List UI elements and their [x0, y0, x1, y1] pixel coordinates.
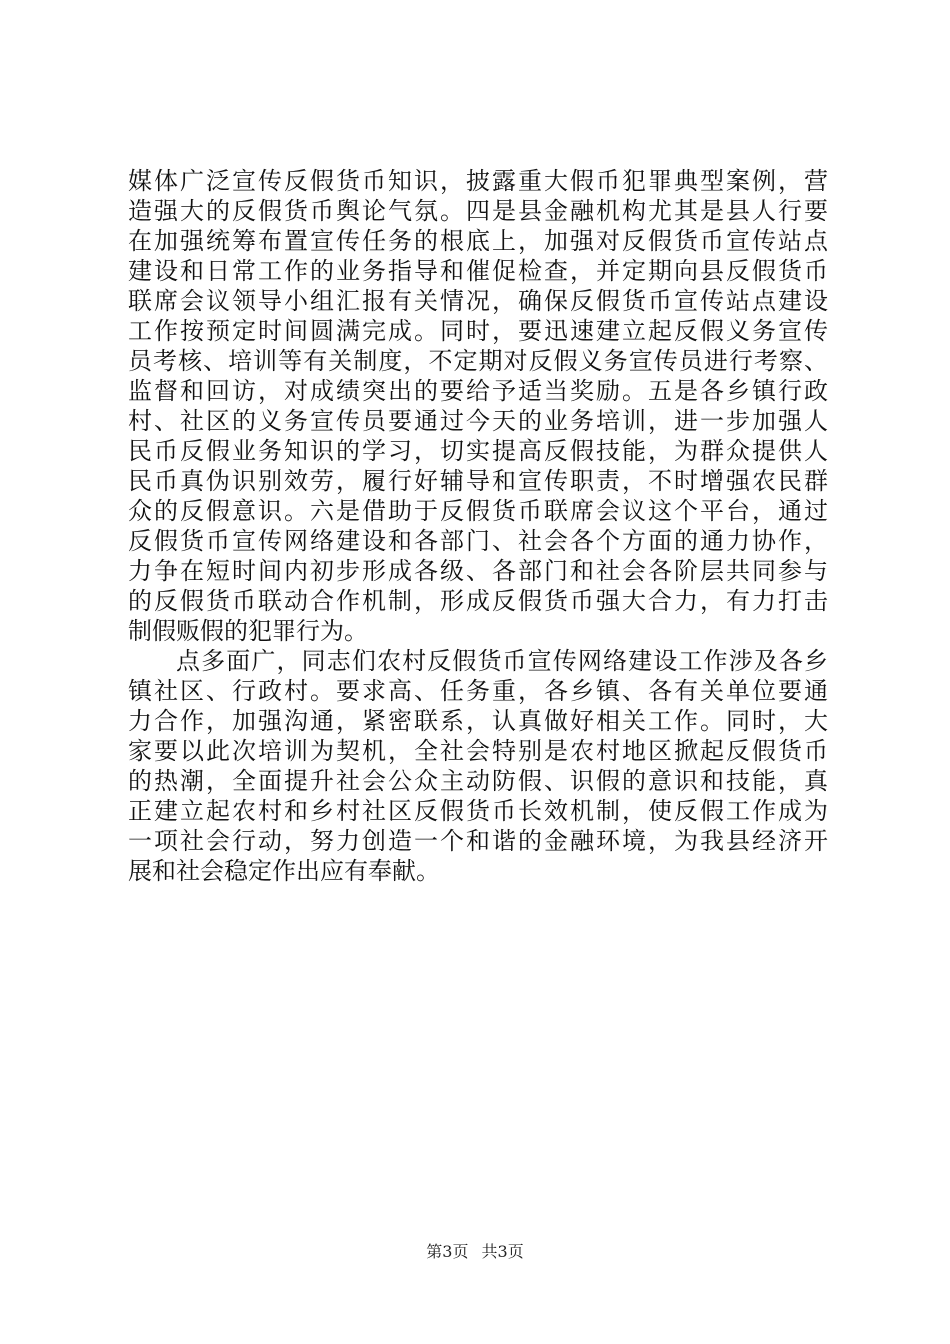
text-line: 的热潮，全面提升社会公众主动防假、识假的意识和技能，真	[128, 767, 828, 795]
text-line: 建设和日常工作的业务指导和催促检查，并定期向县反假货币	[128, 257, 828, 285]
page-number: 第3页	[426, 1242, 469, 1261]
text-line: 员考核、培训等有关制度，不定期对反假义务宣传员进行考察、	[128, 347, 828, 375]
text-line: 点多面广，同志们农村反假货币宣传网络建设工作涉及各乡	[176, 647, 828, 675]
text-line: 造强大的反假货币舆论气氛。四是县金融机构尤其是县人行要	[128, 197, 828, 225]
page-total: 共3页	[481, 1242, 524, 1261]
text-line: 镇社区、行政村。要求高、任务重，各乡镇、各有关单位要通	[128, 677, 828, 705]
text-line: 力争在短时间内初步形成各级、各部门和社会各阶层共同参与	[128, 557, 828, 585]
text-line: 反假货币宣传网络建设和各部门、社会各个方面的通力协作，	[128, 527, 828, 555]
document-body	[128, 166, 828, 886]
text-line: 一项社会行动，努力创造一个和谐的金融环境，为我县经济开	[128, 827, 828, 855]
text-line: 众的反假意识。六是借助于反假货币联席会议这个平台，通过	[128, 497, 828, 525]
text-line: 工作按预定时间圆满完成。同时，要迅速建立起反假义务宣传	[128, 317, 828, 345]
text-line: 制假贩假的犯罪行为。	[128, 617, 368, 645]
text-line: 民币反假业务知识的学习，切实提高反假技能，为群众提供人	[128, 437, 828, 465]
paragraph-1	[128, 166, 828, 646]
text-line: 的反假货币联动合作机制，形成反假货币强大合力，有力打击	[128, 587, 828, 615]
text-line: 监督和回访，对成绩突出的要给予适当奖励。五是各乡镇行政	[128, 377, 828, 405]
text-line: 在加强统筹布置宣传任务的根底上，加强对反假货币宣传站点	[128, 227, 828, 255]
text-line: 展和社会稳定作出应有奉献。	[128, 857, 440, 885]
text-line: 村、社区的义务宣传员要通过今天的业务培训，进一步加强人	[128, 407, 828, 435]
text-line: 民币真伪识别效劳，履行好辅导和宣传职责，不时增强农民群	[128, 467, 828, 495]
text-line: 家要以此次培训为契机，全社会特别是农村地区掀起反假货币	[128, 737, 828, 765]
text-line: 联席会议领导小组汇报有关情况，确保反假货币宣传站点建设	[128, 287, 828, 315]
text-line: 力合作，加强沟通，紧密联系，认真做好相关工作。同时，大	[128, 707, 828, 735]
text-line: 媒体广泛宣传反假货币知识，披露重大假币犯罪典型案例，营	[128, 167, 828, 195]
paragraph-2	[128, 646, 828, 886]
text-line: 正建立起农村和乡村社区反假货币长效机制，使反假工作成为	[128, 797, 828, 825]
page-footer	[0, 1240, 950, 1264]
